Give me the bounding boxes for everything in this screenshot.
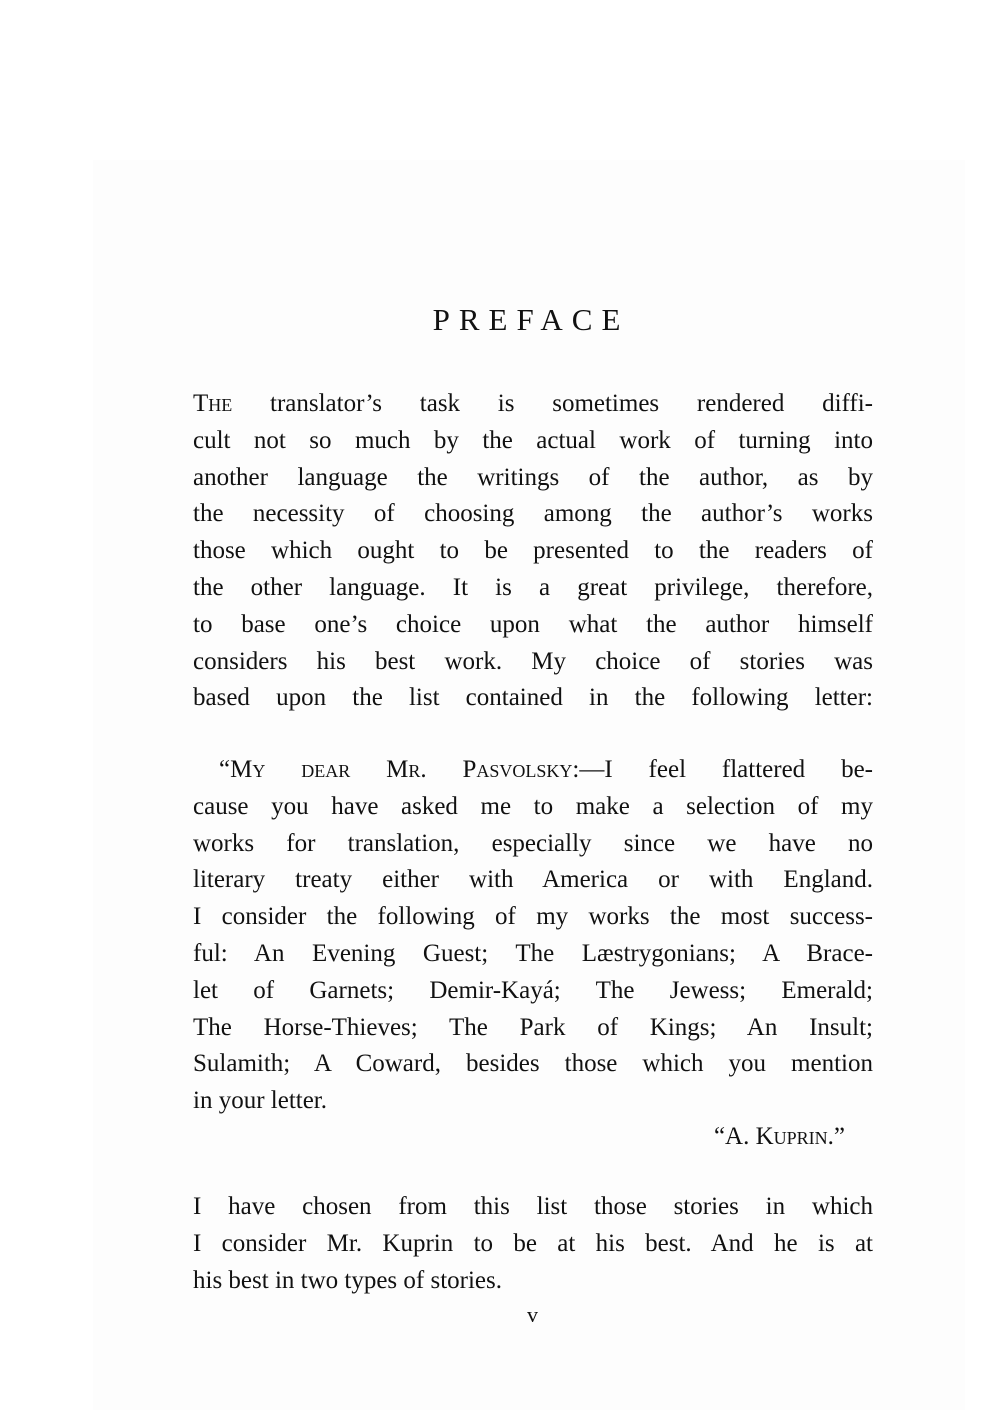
text-line: I have chosen from this list those stories in which: [193, 1193, 873, 1220]
text-line: literary treaty either with America or with England.: [193, 866, 873, 894]
text-line: I consider Mr. Kuprin to be at his best. And he is at: [193, 1229, 873, 1257]
paragraph-letter: [193, 752, 873, 1120]
line-text: —I feel flattered be-: [579, 756, 873, 783]
text-line: considers his best work. My choice of stories was: [193, 647, 873, 675]
text-line: [193, 752, 873, 789]
text-line: those which ought to be presented to the readers of: [193, 537, 873, 565]
paragraph-1: [193, 386, 873, 717]
text-line: based upon the list contained in the following letter:: [193, 684, 873, 712]
text-line: another language the writings of the author, as by: [193, 463, 873, 491]
text-line: to base one’s choice upon what the author himself: [193, 610, 873, 638]
page-title: PREFACE: [432, 302, 630, 337]
text-line: cause you have asked me to make a selection of my: [193, 792, 873, 820]
text-line: in your letter.: [193, 1087, 327, 1115]
text-line: let of Garnets; Demir-Kayá; The Jewess; Emerald;: [193, 976, 873, 1004]
text-line: ful: An Evening Guest; The Læstrygonians; A Brace-: [193, 939, 873, 967]
text-line: cult not so much by the actual work of turning into: [193, 426, 873, 454]
salutation: “My dear Mr. Pasvolsky:: [219, 756, 580, 783]
text-line: his best in two types of stories.: [193, 1266, 503, 1294]
lead-smallcaps: The: [193, 390, 233, 417]
text-line: The Horse-Thieves; The Park of Kings; An Insult;: [193, 1013, 873, 1041]
line-text: translator’s task is sometimes rendered diffi-: [232, 390, 873, 417]
text-line: I consider the following of my works the most success-: [193, 903, 873, 931]
text-line: the other language. It is a great privilege, therefore,: [193, 573, 873, 601]
signature: “A. Kuprin.”: [713, 1123, 845, 1150]
paragraph-3: [193, 1189, 873, 1299]
text-line: works for translation, especially since we have no: [193, 829, 873, 857]
text-line: [193, 386, 873, 423]
text-line: Sulamith; A Coward, besides those which you mention: [193, 1050, 873, 1078]
page-number: v: [527, 1302, 538, 1327]
text-line: the necessity of choosing among the author’s works: [193, 500, 873, 528]
